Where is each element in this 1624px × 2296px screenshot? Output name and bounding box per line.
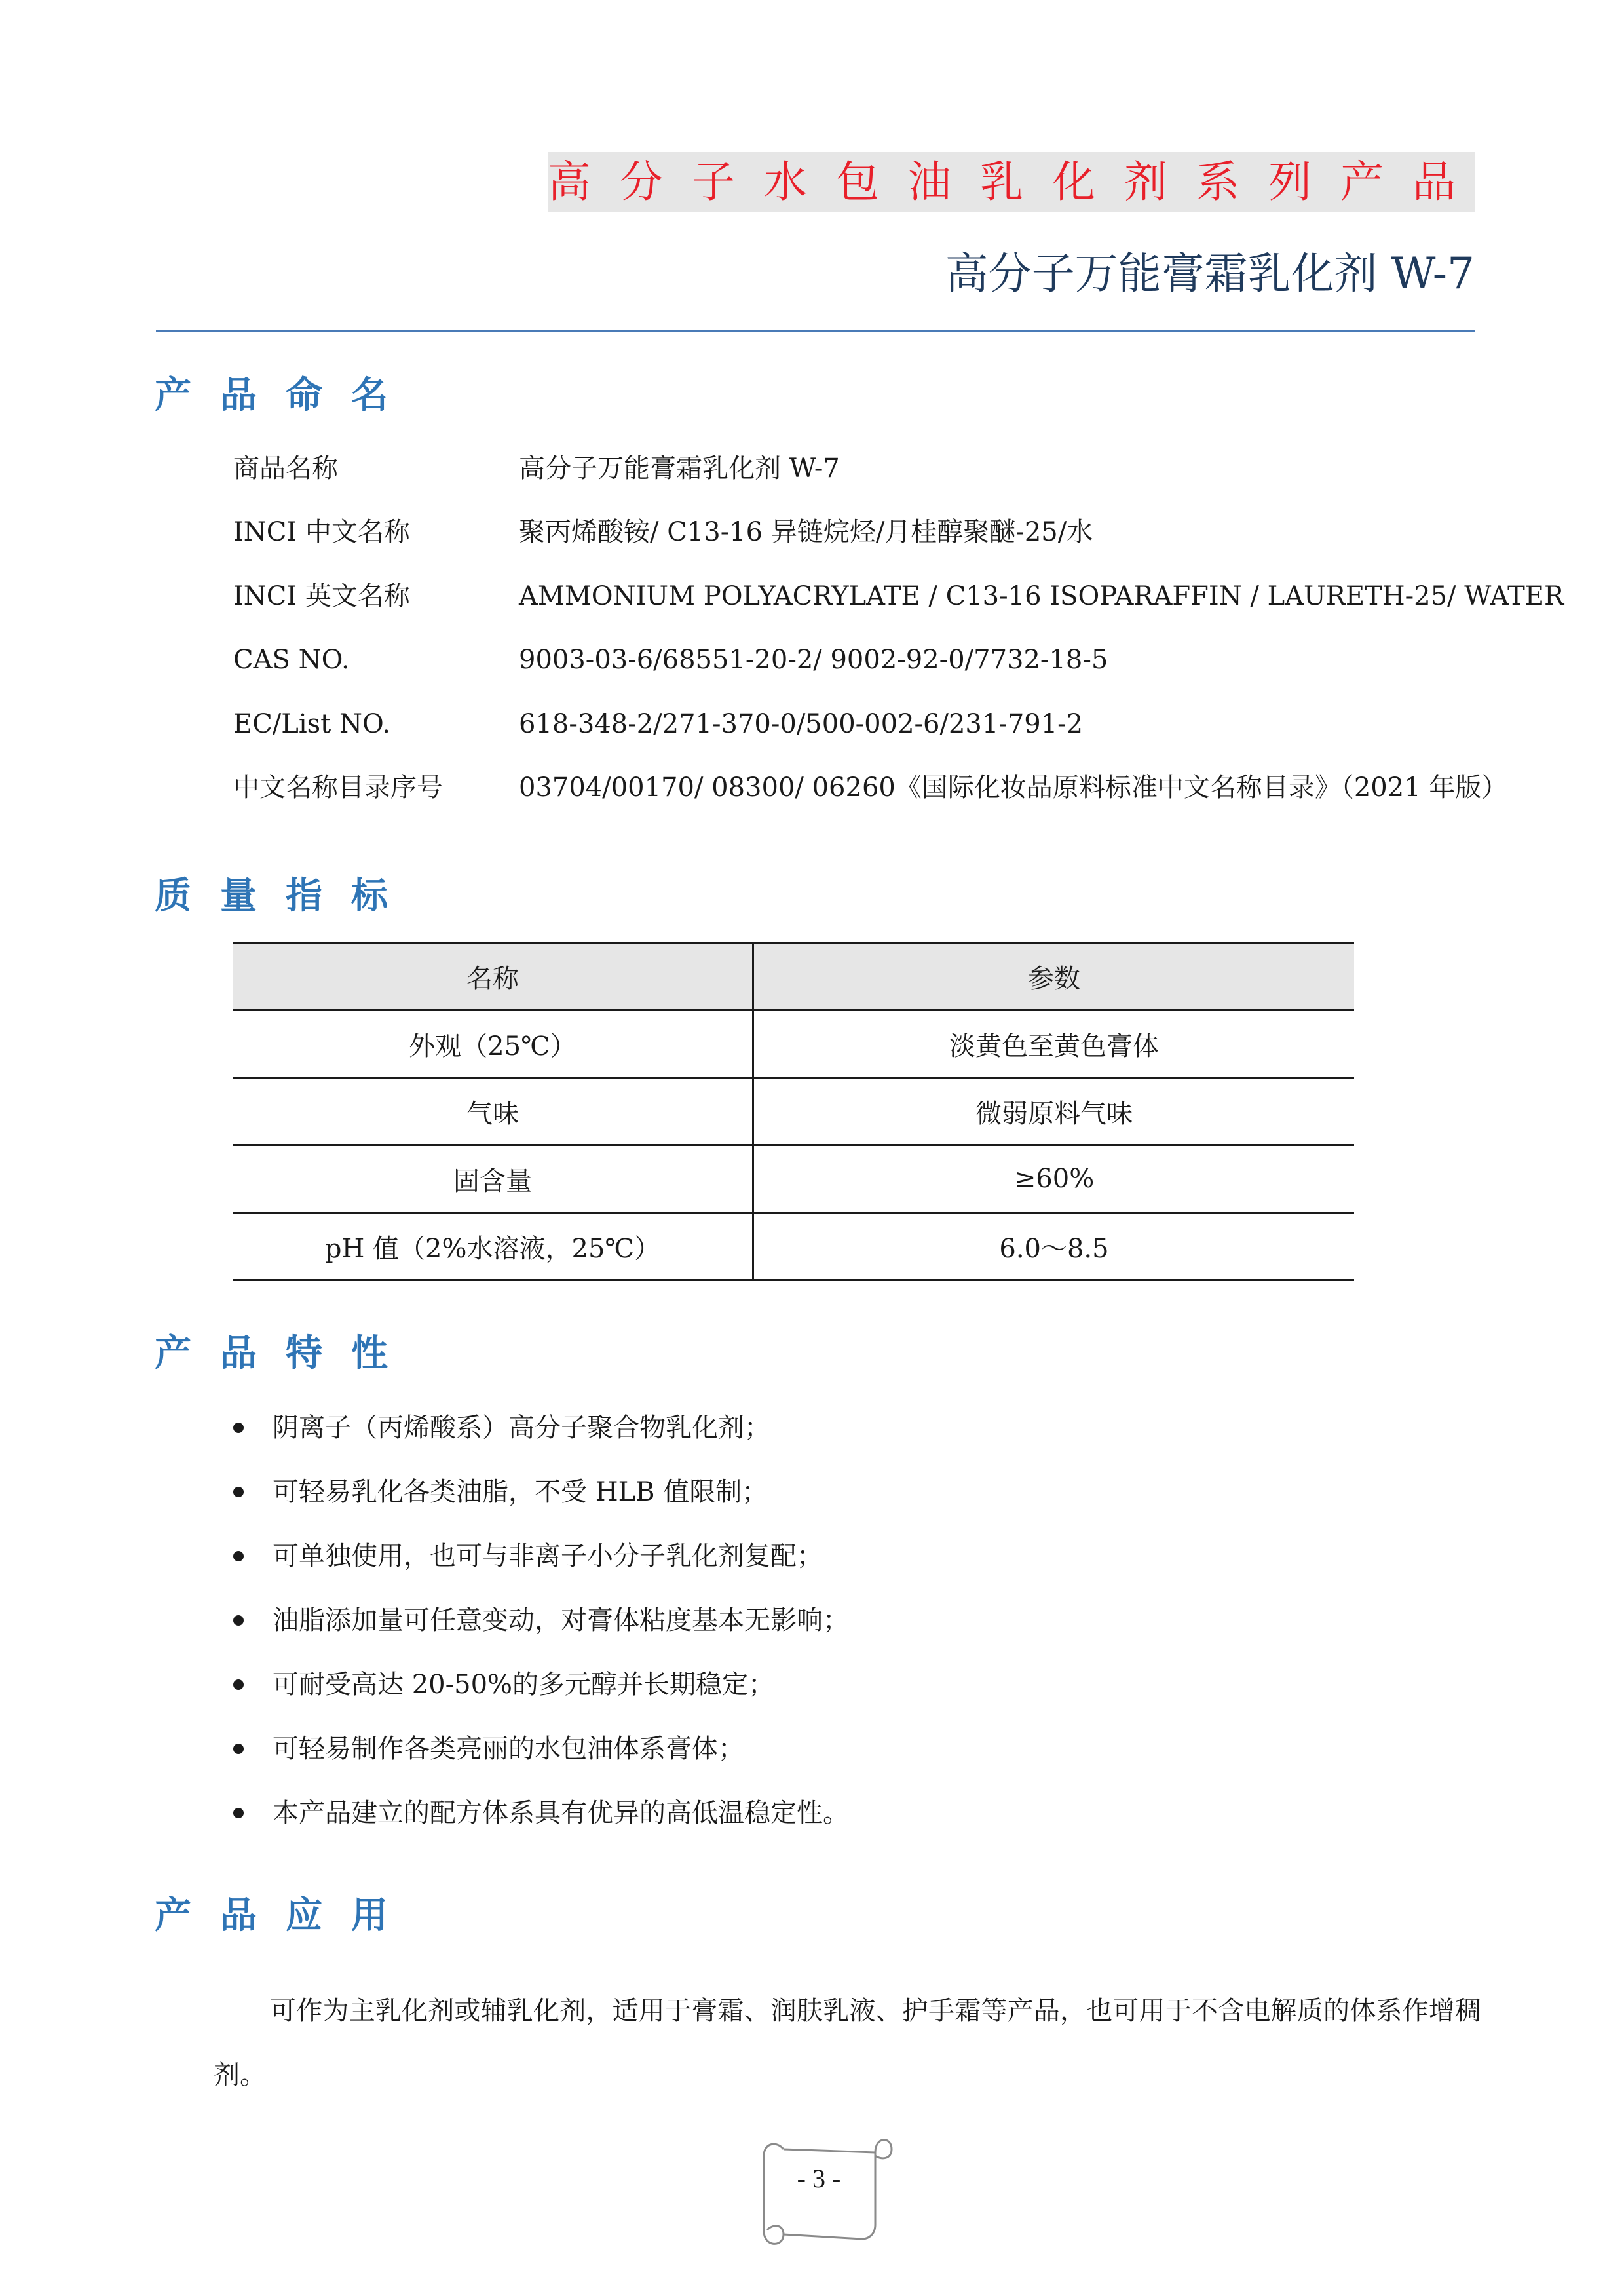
series-title: 高分子水包油乳化剂系列产品 [548,157,1484,207]
naming-label: EC/List NO. [233,709,391,739]
list-item-text: 油脂添加量可任意变动，对膏体粘度基本无影响； [273,1605,849,1636]
table-row [233,1145,1354,1213]
table-row [233,1213,1354,1280]
bullet-icon [233,1423,244,1433]
section-heading-quality: 质量指标 [155,874,417,917]
table-header-cell: 参数 [753,943,1355,1010]
table-row [233,1010,1354,1078]
section-heading-application: 产品应用 [155,1894,417,1937]
table-cell: 淡黄色至黄色膏体 [753,1010,1355,1078]
table-header-cell: 名称 [233,943,753,1010]
bullet-icon [233,1808,244,1818]
naming-value: 03704/00170/ 08300/ 06260《国际化妆品原料标准中文名称目录》（2021 年版） [519,773,1508,803]
naming-label: 中文名称目录序号 [233,773,443,803]
table-cell: 气味 [233,1078,753,1145]
table-cell: ≥60% [753,1145,1355,1213]
bullet-icon [233,1615,244,1626]
header-divider [156,330,1475,332]
naming-label: INCI 中文名称 [233,517,410,547]
naming-value: 高分子万能膏霜乳化剂 W-7 [519,453,840,484]
table-cell: 微弱原料气味 [753,1078,1355,1145]
bullet-icon [233,1744,244,1754]
bullet-icon [233,1551,244,1561]
list-item-text: 本产品建立的配方体系具有优异的高低温稳定性。 [273,1798,849,1828]
list-item-text: 可轻易制作各类亮丽的水包油体系膏体； [273,1734,744,1764]
list-item-text: 可耐受高达 20-50%的多元醇并长期稳定； [273,1670,775,1700]
naming-value: AMMONIUM POLYACRYLATE / C13-16 ISOPARAFFIN / LAURETH-25/ WATER [519,581,1564,611]
list-item-text: 可单独使用，也可与非离子小分子乳化剂复配； [273,1541,823,1571]
table-header-row [233,943,1354,1010]
table-cell: 外观（25℃） [233,1010,753,1078]
section-heading-naming: 产品命名 [155,373,417,417]
table-row [233,1078,1354,1145]
naming-label: INCI 英文名称 [233,581,410,611]
naming-value: 618-348-2/271-370-0/500-002-6/231-791-2 [519,709,1084,739]
table-cell: 固含量 [233,1145,753,1213]
list-item-text: 可轻易乳化各类油脂，不受 HLB 值限制； [273,1477,768,1507]
quality-table [233,942,1354,1281]
product-title: 高分子万能膏霜乳化剂 W-7 [945,248,1475,299]
naming-value: 9003-03-6/68551-20-2/ 9002-92-0/7732-18-5 [519,645,1108,675]
table-cell: 6.0～8.5 [753,1213,1355,1280]
bullet-icon [233,1487,244,1497]
naming-value: 聚丙烯酸铵/ C13-16 异链烷烃/月桂醇聚醚-25/水 [519,517,1093,547]
naming-label: CAS NO. [233,645,350,675]
naming-label: 商品名称 [233,453,338,484]
table-cell: pH 值（2%水溶液，25℃） [233,1213,753,1280]
application-paragraph: 可作为主乳化剂或辅乳化剂，适用于膏霜、润肤乳液、护手霜等产品，也可用于不含电解质的体系作增稠剂。 [214,1996,1481,2090]
page-number: - 3 - [797,2164,841,2193]
bullet-icon [233,1679,244,1690]
list-item-text: 阴离子（丙烯酸系）高分子聚合物乳化剂； [273,1413,770,1443]
section-heading-features: 产品特性 [155,1331,417,1375]
